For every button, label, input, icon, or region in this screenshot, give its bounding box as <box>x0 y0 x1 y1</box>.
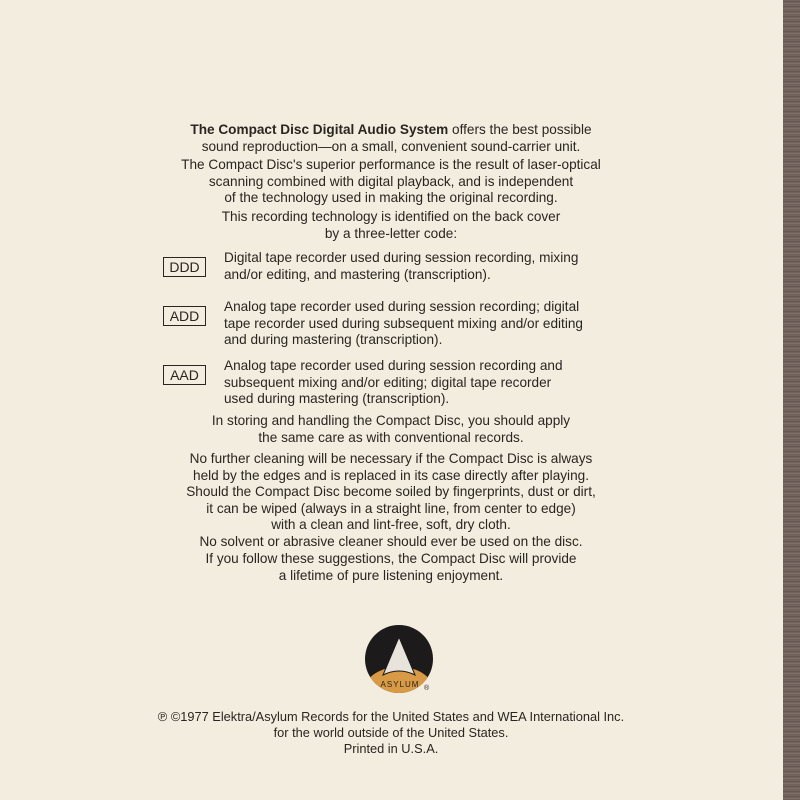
cleaning-line: No solvent or abrasive cleaner should ever be used on the disc. <box>199 533 583 549</box>
handling-line: the same care as with conventional records. <box>258 429 524 445</box>
intro-line1: offers the best possible <box>448 122 592 137</box>
cleaning-line: held by the edges and is replaced in its case directly after playing. <box>193 467 589 483</box>
cleaning-line: Should the Compact Disc become soiled by fingerprints, dust or dirt, <box>186 484 596 500</box>
code-badge: AAD <box>163 365 206 385</box>
code-intro-paragraph <box>0 209 782 242</box>
registered-mark: ® <box>424 685 430 692</box>
code-line: tape recorder used during subsequent mixing and/or editing <box>224 315 583 331</box>
code-line: used during mastering (transcription). <box>224 391 450 407</box>
code-intro-line: This recording technology is identified on the back cover <box>221 209 561 224</box>
handling-paragraph <box>0 413 782 446</box>
footer-line: Printed in U.S.A. <box>343 741 439 756</box>
code-line: Analog tape recorder used during session recording and <box>224 358 563 373</box>
code-description <box>224 250 624 283</box>
closing-line: If you follow these suggestions, the Compact Disc will provide <box>205 551 577 566</box>
intro-title: The Compact Disc Digital Audio System <box>190 122 449 137</box>
code-description <box>224 299 624 349</box>
performance-line: The Compact Disc's superior performance is the result of laser-optical <box>181 157 601 172</box>
code-description <box>224 358 624 408</box>
code-line: and during mastering (transcription). <box>224 332 443 348</box>
closing-paragraph <box>0 551 782 584</box>
code-line: and/or editing, and mastering (transcription). <box>224 266 491 282</box>
booklet-spine-edge <box>783 0 800 800</box>
code-line: Analog tape recorder used during session recording; digital <box>224 299 580 314</box>
performance-paragraph <box>0 157 782 207</box>
code-intro-line: by a three-letter code: <box>324 225 458 241</box>
cleaning-paragraph <box>0 451 782 551</box>
handling-line: In storing and handling the Compact Disc, you should apply <box>211 413 571 428</box>
code-badge: ADD <box>163 306 206 326</box>
performance-line: of the technology used in making the original recording. <box>224 190 558 206</box>
intro-line2: sound reproduction—on a small, convenient sound-carrier unit. <box>201 138 581 154</box>
code-line: subsequent mixing and/or editing; digital tape recorder <box>224 374 552 390</box>
performance-line: scanning combined with digital playback, and is independent <box>208 173 574 189</box>
logo-label: ASYLUM <box>380 680 420 689</box>
closing-line: a lifetime of pure listening enjoyment. <box>278 567 504 583</box>
footer-line: for the world outside of the United States. <box>273 725 509 740</box>
cleaning-line: it can be wiped (always in a straight line, from center to edge) <box>206 500 576 516</box>
code-line: Digital tape recorder used during session recording, mixing <box>224 250 579 265</box>
cleaning-line: No further cleaning will be necessary if the Compact Disc is always <box>189 451 593 466</box>
footer-line: ℗ ©1977 Elektra/Asylum Records for the United States and WEA International Inc. <box>157 709 625 724</box>
intro-paragraph <box>0 122 782 155</box>
code-badge: DDD <box>163 257 206 277</box>
cleaning-line: with a clean and lint-free, soft, dry cloth. <box>271 517 511 533</box>
copyright-footer <box>0 709 782 757</box>
